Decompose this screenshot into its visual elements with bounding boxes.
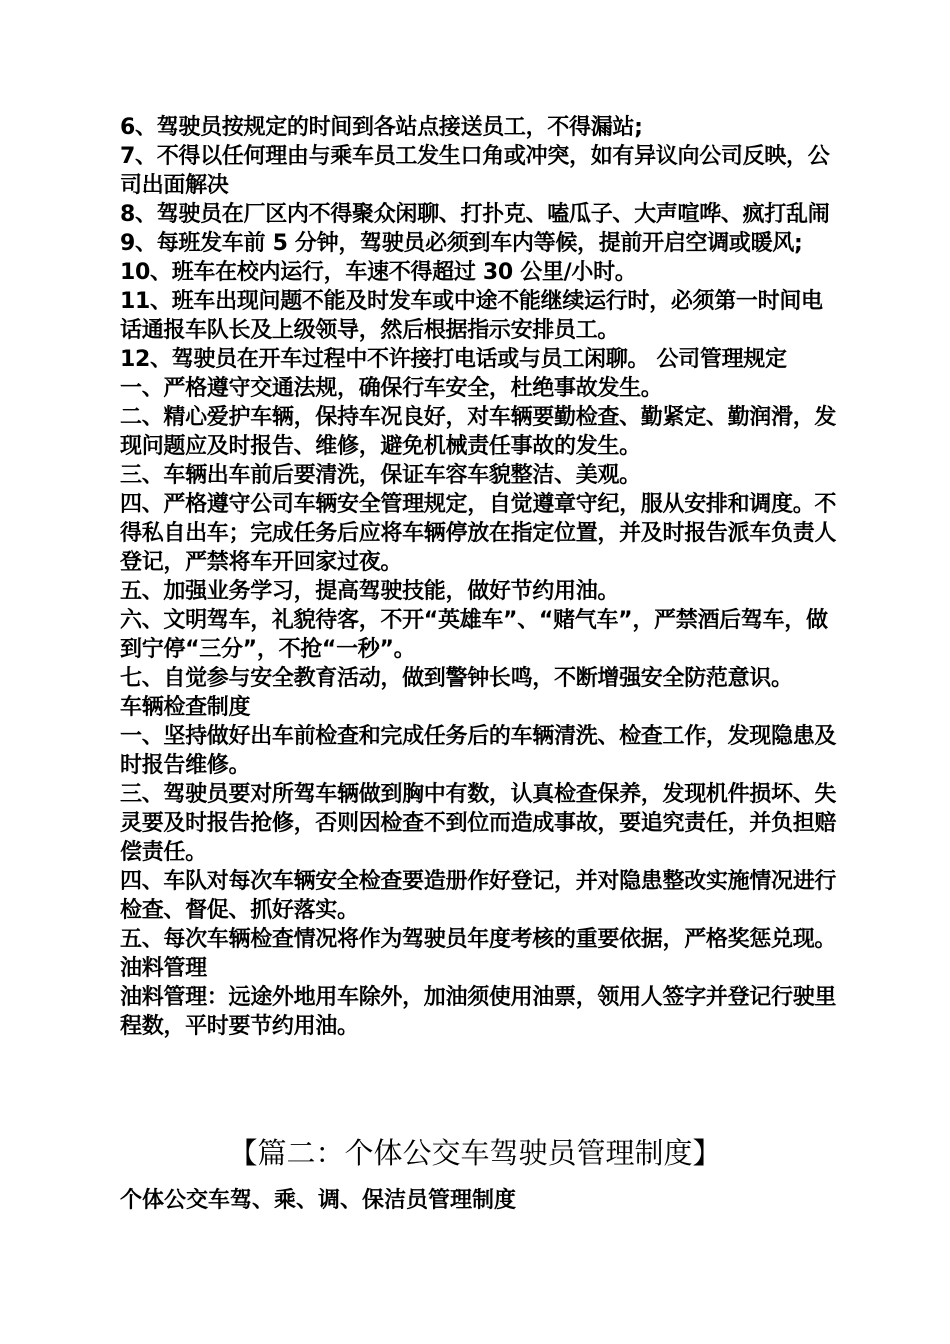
paragraph-company-4: 四、严格遵守公司车辆安全管理规定，自觉遵章守纪，服从安排和调度。不得私自出车；完成任务后应将车辆停放在指定位置，并及时报告派车负责人登记，严禁将车开回家过夜。 xyxy=(120,492,837,575)
section-title: 【篇二：个体公交车驾驶员管理制度】 xyxy=(228,1136,722,1170)
paragraph-company-5: 五、加强业务学习，提高驾驶技能，做好节约用油。 xyxy=(120,579,620,604)
heading-vehicle-inspection: 车辆检查制度 xyxy=(120,695,251,720)
paragraph-company-3: 三、车辆出车前后要清洗，保证车容车貌整洁、美观。 xyxy=(120,463,641,488)
paragraph-company-1: 一、严格遵守交通法规，确保行车安全，杜绝事故发生。 xyxy=(120,376,663,401)
paragraph-inspection-4: 四、车队对每次车辆安全检查要造册作好登记，并对隐患整改实施情况进行检查、督促、抓好落实。 xyxy=(120,869,837,923)
sub-title: 个体公交车驾、乘、调、保洁员管理制度 xyxy=(120,1188,517,1213)
paragraph-inspection-1: 一、坚持做好出车前检查和完成任务后的车辆清洗、检查工作，发现隐患及时报告维修。 xyxy=(120,724,837,778)
heading-fuel-management: 油料管理 xyxy=(120,956,207,981)
document-body xyxy=(114,113,839,1041)
paragraph-fuel-management: 油料管理：远途外地用车除外，加油须使用油票，领用人签字并登记行驶里程数，平时要节约用油。 xyxy=(120,985,837,1039)
paragraph-company-7: 七、自觉参与安全教育活动，做到警钟长鸣，不断增强安全防范意识。 xyxy=(120,666,793,691)
paragraph-inspection-3: 三、驾驶员要对所驾车辆做到胸中有数，认真检查保养，发现机件损坏、失灵要及时报告抢修，否则因检查不到位而造成事故，要追究责任，并负担赔偿责任。 xyxy=(120,782,837,865)
paragraph-rule-8: 8、驾驶员在厂区内不得聚众闲聊、打扑克、嗑瓜子、大声喧哗、疯打乱闹 xyxy=(120,202,830,227)
paragraph-rule-11: 11、班车出现问题不能及时发车或中途不能继续运行时，必须第一时间电话通报车队长及上级领导，然后根据指示安排员工。 xyxy=(120,289,823,343)
paragraph-inspection-5: 五、每次车辆检查情况将作为驾驶员年度考核的重要依据，严格奖惩兑现。 xyxy=(120,927,837,952)
paragraph-rule-6: 6、驾驶员按规定的时间到各站点接送员工，不得漏站; xyxy=(120,115,643,140)
paragraph-company-6: 六、文明驾车，礼貌待客，不开“英雄车”、“赌气车”，严禁酒后驾车，做到宁停“三分”，不抢“一秒”。 xyxy=(120,608,828,662)
paragraph-company-2: 二、精心爱护车辆，保持车况良好，对车辆要勤检查、勤紧定、勤润滑，发现问题应及时报告、维修，避免机械责任事故的发生。 xyxy=(120,405,837,459)
paragraph-rule-10: 10、班车在校内运行，车速不得超过 30 公里/小时。 xyxy=(120,260,637,285)
paragraph-rule-9: 9、每班发车前 5 分钟，驾驶员必须到车内等候，提前开启空调或暖风; xyxy=(120,231,803,256)
paragraph-rule-7: 7、不得以任何理由与乘车员工发生口角或冲突，如有异议向公司反映，公司出面解决 xyxy=(120,144,830,198)
paragraph-rule-12: 12、驾驶员在开车过程中不许接打电话或与员工闲聊。 公司管理规定 xyxy=(120,347,787,372)
